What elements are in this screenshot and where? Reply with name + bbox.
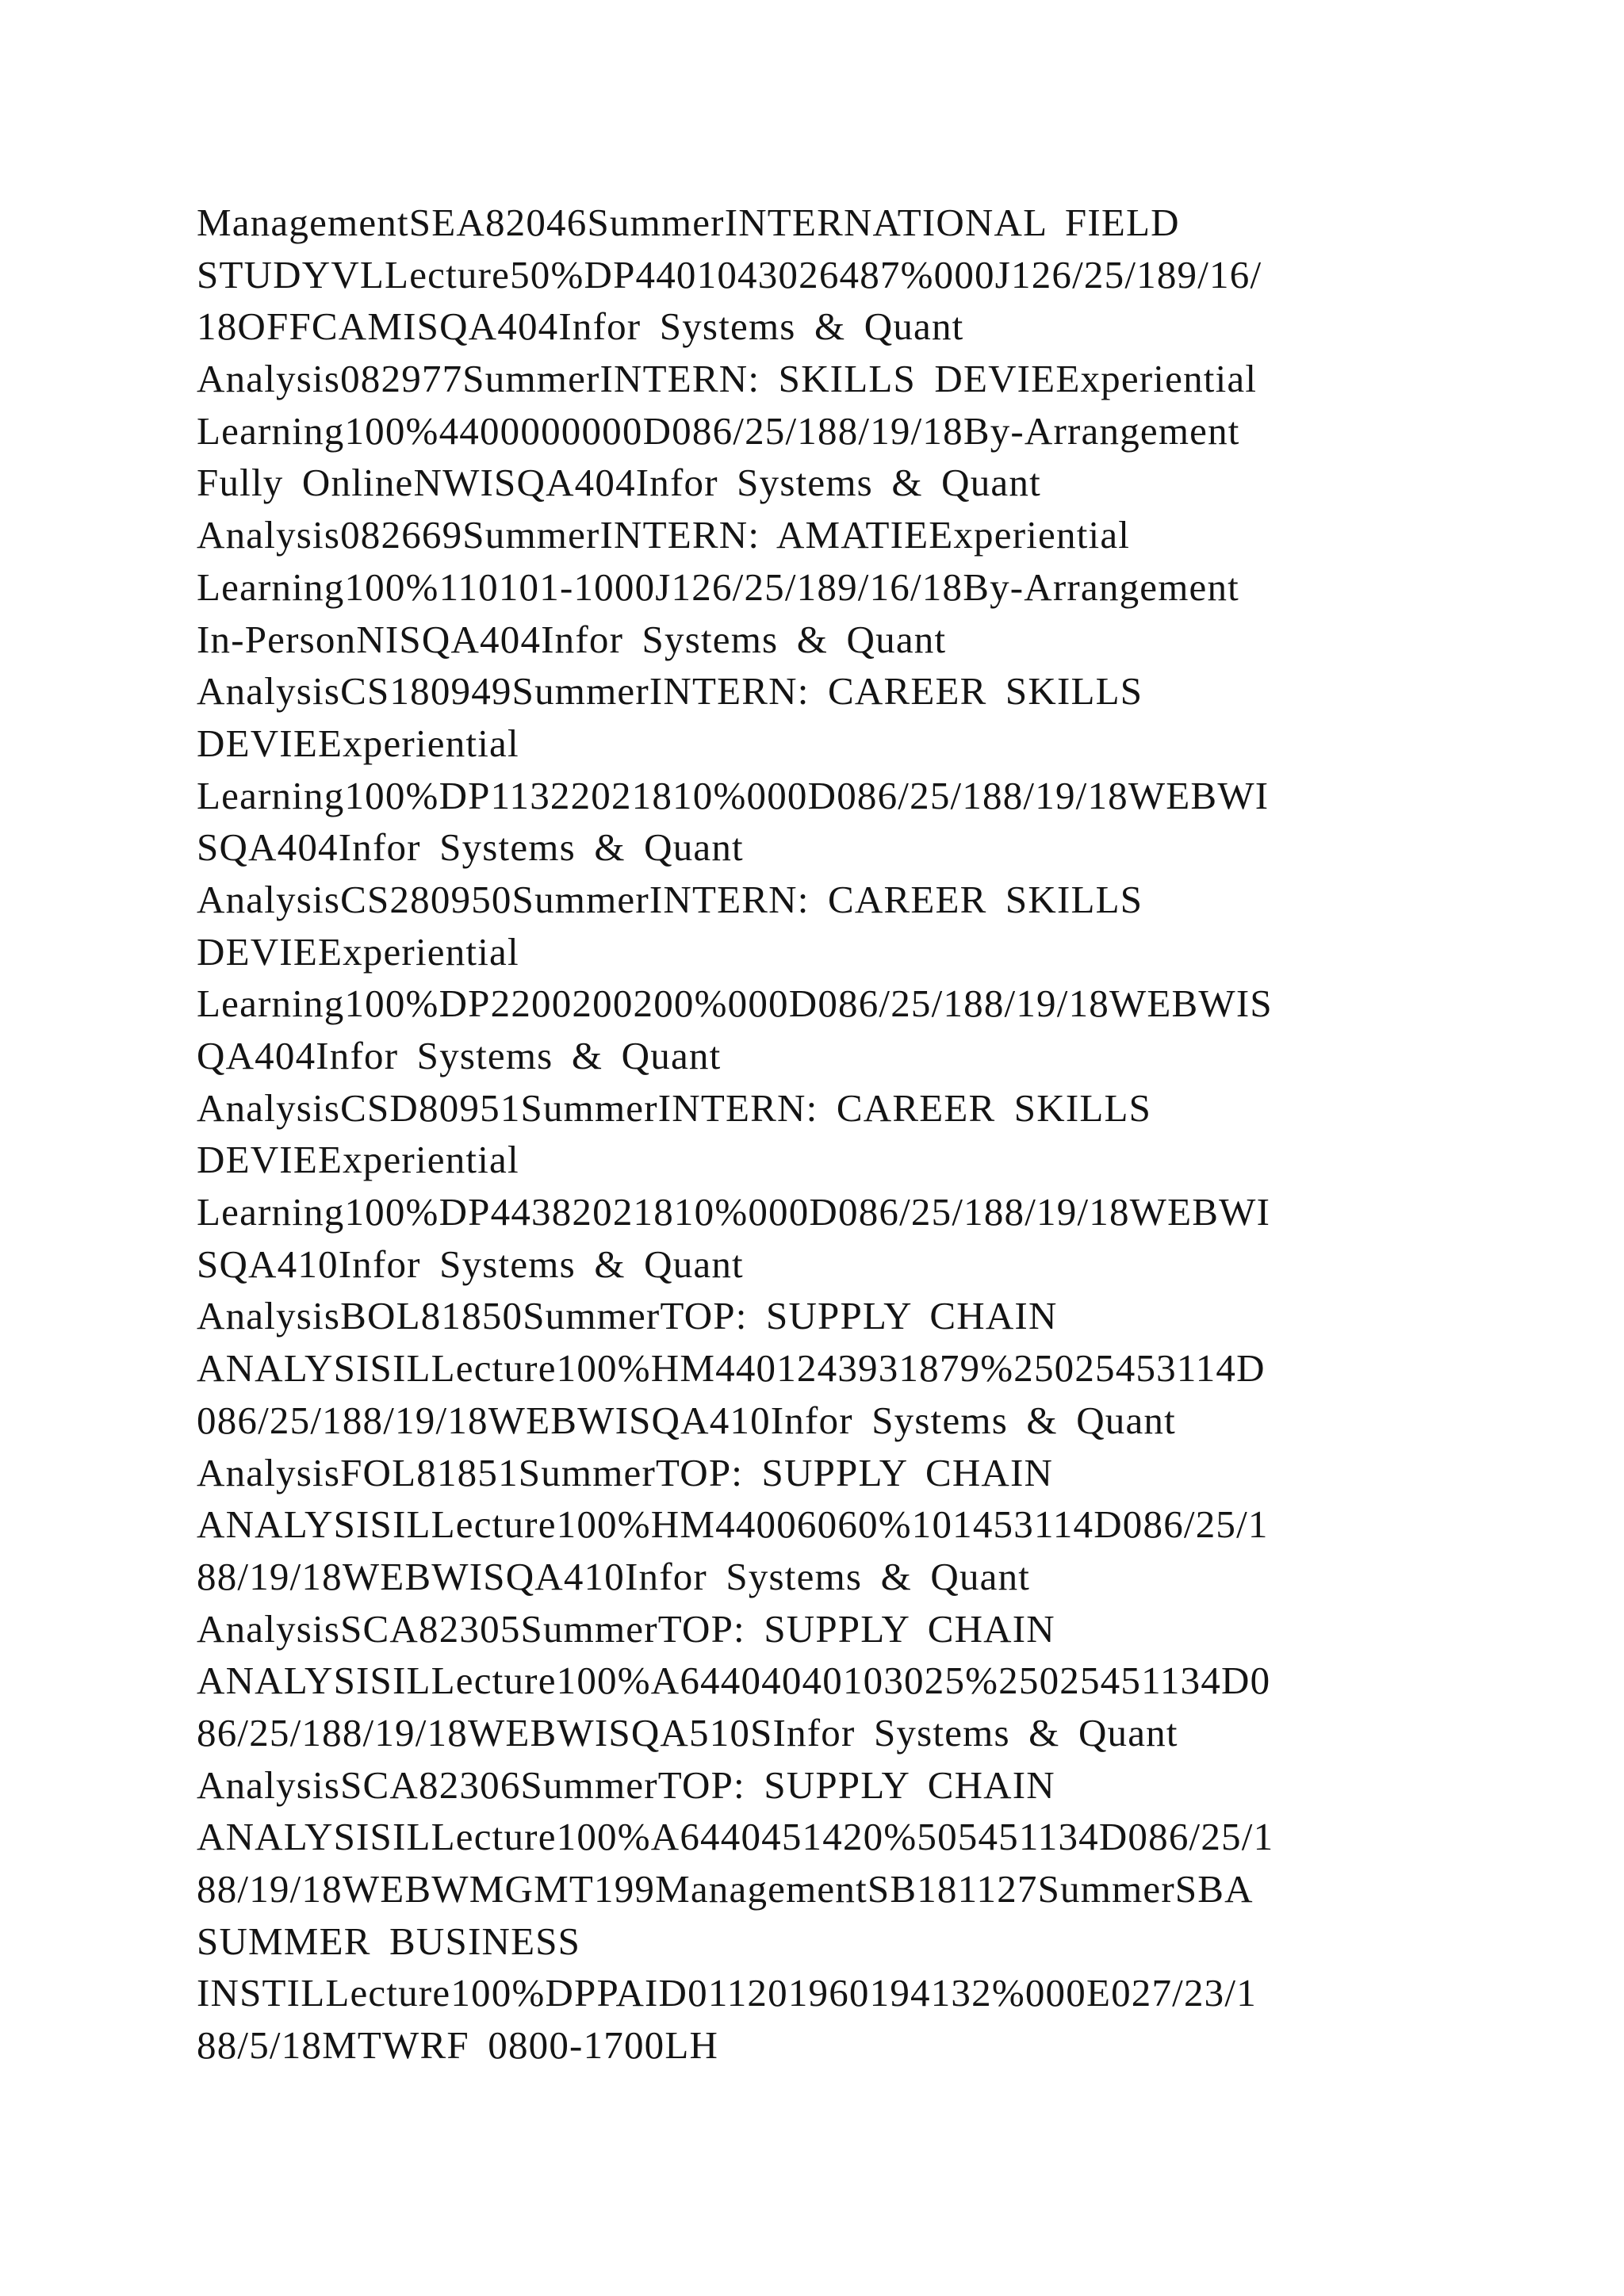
text-line-5: Learning100%4400000000D086/25/188/19/18By-Arrangement bbox=[197, 408, 1240, 453]
text-line-10: AnalysisCS180949SummerINTERN: CAREER SKILLS bbox=[197, 669, 1143, 714]
text-line-6: Fully OnlineNWISQA404Infor Systems & Quant bbox=[197, 461, 1041, 505]
text-line-24: 086/25/188/19/18WEBWISQA410Infor Systems & Quant bbox=[197, 1398, 1176, 1442]
text-line-36: 88/5/18MTWRF 0800-1700LH bbox=[197, 2023, 719, 2068]
text-line-23: ANALYSISILLecture100%HM4401243931879%25025453114D bbox=[197, 1346, 1266, 1391]
text-line-28: AnalysisSCA82305SummerTOP: SUPPLY CHAIN bbox=[197, 1606, 1055, 1651]
text-line-13: SQA404Infor Systems & Quant bbox=[197, 825, 744, 870]
text-line-12: Learning100%DP11322021810%000D086/25/188/19/18WEBWI bbox=[197, 773, 1270, 817]
text-line-27: 88/19/18WEBWISQA410Infor Systems & Quant bbox=[197, 1554, 1031, 1598]
text-line-11: DEVIEExperiential bbox=[197, 721, 519, 765]
text-line-7: Analysis082669SummerINTERN: AMATIEExperiential bbox=[197, 513, 1131, 557]
text-line-1: ManagementSEA82046SummerINTERNATIONAL FIELD bbox=[197, 201, 1180, 244]
text-line-20: Learning100%DP44382021810%000D086/25/188/19/18WEBWI bbox=[197, 1190, 1271, 1234]
text-line-16: Learning100%DP2200200200%000D086/25/188/19/18WEBWIS bbox=[197, 982, 1273, 1026]
text-line-26: ANALYSISILLecture100%HM44006060%101453114D086/25/1 bbox=[197, 1502, 1269, 1547]
text-line-9: In-PersonNISQA404Infor Systems & Quant bbox=[197, 617, 947, 661]
text-line-17: QA404Infor Systems & Quant bbox=[197, 1034, 722, 1077]
text-line-29: ANALYSISILLecture100%A64404040103025%25025451134D0 bbox=[197, 1659, 1271, 1703]
text-line-35: INSTILLecture100%DPPAID011201960194132%000E027/23/1 bbox=[197, 1971, 1257, 2015]
text-line-19: DEVIEExperiential bbox=[197, 1138, 519, 1182]
text-line-32: ANALYSISILLecture100%A6440451420%505451134D086/25/1 bbox=[197, 1815, 1274, 1859]
text-line-34: SUMMER BUSINESS bbox=[197, 1919, 581, 1963]
text-line-15: DEVIEExperiential bbox=[197, 929, 519, 974]
text-line-14: AnalysisCS280950SummerINTERN: CAREER SKILLS bbox=[197, 877, 1143, 921]
text-line-22: AnalysisBOL81850SummerTOP: SUPPLY CHAIN bbox=[197, 1294, 1058, 1338]
text-line-31: AnalysisSCA82306SummerTOP: SUPPLY CHAIN bbox=[197, 1762, 1055, 1807]
text-line-21: SQA410Infor Systems & Quant bbox=[197, 1242, 744, 1286]
course-listing-text bbox=[197, 197, 1450, 2072]
text-line-30: 86/25/188/19/18WEBWISQA510SInfor Systems & Quant bbox=[197, 1710, 1178, 1755]
text-line-4: Analysis082977SummerINTERN: SKILLS DEVIEExperiential bbox=[197, 357, 1258, 401]
text-line-33: 88/19/18WEBWMGMT199ManagementSB181127SummerSBA bbox=[197, 1867, 1254, 1911]
text-line-2: STUDYVLLecture50%DP4401043026487%000J126/25/189/16/ bbox=[197, 252, 1262, 297]
text-line-3: 18OFFCAMISQA404Infor Systems & Quant bbox=[197, 304, 964, 349]
text-line-25: AnalysisFOL81851SummerTOP: SUPPLY CHAIN bbox=[197, 1450, 1054, 1494]
text-line-8: Learning100%110101-1000J126/25/189/16/18By-Arrangement bbox=[197, 564, 1239, 609]
text-line-18: AnalysisCSD80951SummerINTERN: CAREER SKILLS bbox=[197, 1085, 1152, 1130]
